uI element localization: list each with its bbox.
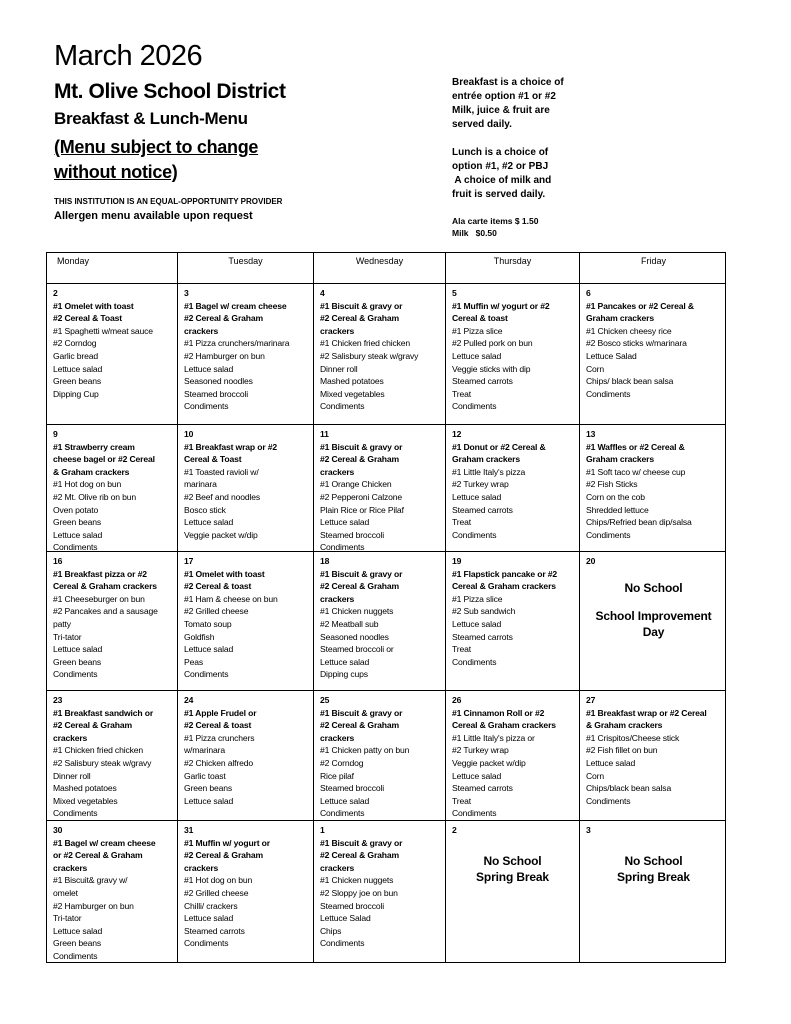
lunch-item: omelet [53, 887, 78, 898]
lunch-item: #1 Little Italy's pizza or [452, 732, 535, 743]
breakfast-option: #2 Cereal & Toast [53, 313, 122, 324]
lunch-item: #1 Chicken nuggets [320, 875, 394, 886]
no-school-notice: No School [624, 580, 683, 595]
lunch-item: Veggie sticks with dip [452, 363, 531, 374]
lunch-item: Lettuce Salad [320, 913, 371, 924]
lunch-item: #2 Grilled cheese [184, 606, 249, 617]
lunch-item: #1 Little Italy's pizza [452, 466, 526, 477]
lunch-item: #1 Pizza slice [452, 593, 503, 604]
lunch-item: #2 Salisbury steak w/gravy [53, 757, 152, 768]
lunch-item: Lettuce salad [320, 795, 370, 806]
day-date: 3 [586, 825, 591, 835]
day-date: 26 [452, 695, 462, 705]
day-date: 23 [53, 695, 63, 705]
lunch-item: #1 Hot dog on bun [53, 479, 122, 490]
lunch-item: Lettuce salad [320, 656, 370, 667]
lunch-item: marinara [184, 479, 217, 490]
lunch-item: Green beans [53, 376, 102, 387]
weekday-header-row [47, 253, 725, 284]
lunch-item: Condiments [586, 795, 631, 806]
lunch-item: Lettuce salad [184, 795, 234, 806]
day-date: 5 [452, 288, 457, 298]
breakfast-option: crackers [320, 466, 355, 477]
lunch-item: Lettuce salad [53, 529, 103, 540]
week-row [47, 821, 725, 962]
lunch-item: Lettuce salad [184, 644, 234, 655]
lunch-item: Condiments [320, 938, 365, 949]
lunch-item: Dinner roll [320, 363, 358, 374]
day-date: 10 [184, 429, 194, 439]
lunch-item: Condiments [452, 529, 497, 540]
lunch-item: #2 Corndog [320, 757, 364, 768]
breakfast-option: #1 Pancakes or #2 Cereal & [586, 300, 694, 311]
lunch-item: #2 Sloppy joe on bun [320, 887, 398, 898]
weekday-tuesday: Tuesday [178, 253, 314, 283]
breakfast-option: #1 Strawberry cream [53, 441, 135, 452]
lunch-item: Chilli/ crackers [184, 900, 238, 911]
day-cell [47, 821, 178, 962]
breakfast-option: crackers [53, 862, 88, 873]
day-cell [580, 821, 727, 962]
week-row [47, 284, 725, 425]
lunch-item: Condiments [452, 401, 497, 412]
lunch-item: Green beans [53, 938, 102, 949]
day-cell [178, 821, 314, 962]
lunch-item: Garlic bread [53, 350, 99, 361]
breakfast-option: #1 Biscuit & gravy or [320, 568, 403, 579]
notice-line: without notice) [54, 162, 178, 182]
breakfast-option: #2 Cereal & Graham [53, 720, 132, 731]
weekday-thursday: Thursday [446, 253, 580, 283]
breakfast-option: #1 Breakfast wrap or #2 Cereal [586, 707, 707, 718]
lunch-item: Dinner roll [53, 770, 91, 781]
lunch-item: Mixed vegetables [53, 795, 118, 806]
lunch-item: #1 Hot dog on bun [184, 875, 253, 886]
day-cell [314, 425, 446, 551]
lunch-item: Tri-tator [53, 631, 82, 642]
no-school-notice [580, 596, 727, 608]
day-cell [178, 284, 314, 424]
lunch-item: Steamed carrots [452, 783, 513, 794]
lunch-item: Tri-tator [53, 913, 82, 924]
breakfast-option: #1 Omelet with toast [53, 300, 134, 311]
lunch-item: Treat [452, 517, 471, 528]
day-cell [314, 821, 446, 962]
lunch-item: #2 Bosco sticks w/marinara [586, 338, 687, 349]
breakfast-option: crackers [53, 732, 88, 743]
day-date: 2 [53, 288, 58, 298]
lunch-item: #1 Toasted ravioli w/ [184, 466, 259, 477]
lunch-item: Lettuce salad [452, 618, 502, 629]
day-date: 19 [452, 556, 462, 566]
breakfast-option: crackers [320, 325, 355, 336]
lunch-item: #2 Turkey wrap [452, 479, 509, 490]
lunch-item: Condiments [184, 401, 229, 412]
lunch-item: Corn [586, 363, 605, 374]
lunch-item: #1 Pizza crunchers [184, 732, 255, 743]
lunch-item: Green beans [184, 783, 233, 794]
breakfast-option: #1 Breakfast wrap or #2 [184, 441, 278, 452]
lunch-item: Steamed carrots [452, 376, 513, 387]
notice-line: (Menu subject to change [54, 137, 259, 157]
lunch-item: #1 Crispitos/Cheese stick [586, 732, 680, 743]
breakfast-option: #1 Waffles or #2 Cereal & [586, 441, 685, 452]
day-date: 17 [184, 556, 194, 566]
breakfast-option: #2 Cereal & toast [184, 581, 252, 592]
lunch-item: Steamed broccoli [320, 529, 384, 540]
breakfast-option: #2 Cereal & Graham [320, 454, 399, 465]
lunch-item: #1 Chicken fried chicken [53, 745, 144, 756]
breakfast-option: #2 Cereal & Graham [320, 850, 399, 861]
breakfast-option: #1 Apple Frudel or [184, 707, 257, 718]
lunch-item: #2 Meatball sub [320, 618, 379, 629]
lunch-item: Green beans [53, 517, 102, 528]
page-title: March 2026 [54, 40, 203, 72]
breakfast-option: #1 Biscuit & gravy or [320, 300, 403, 311]
breakfast-option: #2 Cereal & Graham [320, 313, 399, 324]
lunch-item: #1 Pizza slice [452, 325, 503, 336]
lunch-item: #1 Chicken patty on bun [320, 745, 410, 756]
menu-calendar [46, 252, 726, 963]
menu-notice [54, 135, 258, 185]
lunch-item: #2 Pancakes and a sausage [53, 606, 158, 617]
day-date: 31 [184, 825, 194, 835]
breakfast-option: #2 Cereal & Graham [320, 720, 399, 731]
lunch-item: Corn on the cob [586, 491, 645, 502]
lunch-item: #2 Chicken alfredo [184, 757, 253, 768]
lunch-item: Steamed carrots [452, 631, 513, 642]
lunch-item: #2 Mt. Olive rib on bun [53, 491, 137, 502]
day-date: 25 [320, 695, 330, 705]
breakfast-option: Graham crackers [452, 454, 520, 465]
breakfast-option: #2 Cereal & Graham [184, 850, 263, 861]
lunch-item: Tomato soup [184, 618, 232, 629]
breakfast-option: crackers [320, 862, 355, 873]
day-date: 30 [53, 825, 63, 835]
lunch-item: Lettuce salad [184, 363, 234, 374]
lunch-item: Dipping Cup [53, 388, 99, 399]
lunch-item: Chips/Refried bean dip/salsa [586, 517, 692, 528]
day-cell [446, 552, 580, 690]
lunch-item: #1 Biscuit& gravy w/ [53, 875, 128, 886]
breakfast-option: Cereal & Graham crackers [452, 720, 556, 731]
lunch-item: Steamed carrots [452, 504, 513, 515]
lunch-item: Lettuce Salad [586, 350, 637, 361]
lunch-item: Lettuce salad [53, 925, 103, 936]
day-cell [446, 691, 580, 820]
lunch-item: Chips/ black bean salsa [586, 376, 674, 387]
lunch-item: Condiments [320, 542, 365, 551]
breakfast-option: #1 Donut or #2 Cereal & [452, 441, 546, 452]
lunch-item: Corn [586, 770, 605, 781]
day-cell [446, 821, 580, 962]
breakfast-option: crackers [184, 325, 219, 336]
lunch-item: #2 Pepperoni Calzone [320, 491, 403, 502]
day-date: 9 [53, 429, 58, 439]
breakfast-option: #1 Biscuit & gravy or [320, 707, 403, 718]
lunch-item: Condiments [184, 938, 229, 949]
lunch-item: Condiments [586, 388, 631, 399]
lunch-item: Mixed vegetables [320, 388, 385, 399]
breakfast-option: Graham crackers [586, 454, 654, 465]
lunch-item: #2 Sub sandwich [452, 606, 516, 617]
breakfast-option: #1 Cinnamon Roll or #2 [452, 707, 545, 718]
no-school-notice: No School [483, 853, 542, 868]
lunch-item: #2 Corndog [53, 338, 97, 349]
lunch-item: #2 Hamburger on bun [53, 900, 134, 911]
day-date: 12 [452, 429, 462, 439]
lunch-item: #2 Turkey wrap [452, 745, 509, 756]
lunch-item: Garlic toast [184, 770, 226, 781]
day-date: 3 [184, 288, 189, 298]
lunch-item: Veggie packet w/dip [184, 529, 258, 540]
lunch-item: Oven potato [53, 504, 99, 515]
lunch-item: Condiments [586, 529, 631, 540]
lunch-item: #2 Fish Sticks [586, 479, 638, 490]
breakfast-option: #1 Biscuit & gravy or [320, 441, 403, 452]
lunch-item: Seasoned noodles [184, 376, 253, 387]
day-date: 6 [586, 288, 591, 298]
lunch-item: Steamed broccoli [320, 900, 384, 911]
day-cell [47, 284, 178, 424]
lunch-item: Treat [452, 795, 471, 806]
day-cell [314, 552, 446, 690]
lunch-item: #2 Pulled pork on bun [452, 338, 533, 349]
lunch-item: #2 Salisbury steak w/gravy [320, 350, 419, 361]
day-cell [446, 284, 580, 424]
lunch-info: Lunch is a choice of option #1, #2 or PBJ A choice of milk and fruit is served daily. [452, 147, 552, 200]
lunch-item: Condiments [320, 401, 365, 412]
lunch-item: #1 Orange Chicken [320, 479, 392, 490]
lunch-item: Lettuce salad [452, 491, 502, 502]
weekday-friday: Friday [640, 256, 666, 266]
menu-title: Breakfast & Lunch-Menu [54, 109, 248, 128]
breakfast-option: #1 Muffin w/ yogurt or #2 [452, 300, 550, 311]
breakfast-option: #2 Cereal & Graham [184, 313, 263, 324]
weekday-wednesday: Wednesday [314, 253, 446, 283]
lunch-item: Chips [320, 925, 342, 936]
lunch-item: Mashed potatoes [53, 783, 117, 794]
lunch-item: Steamed carrots [184, 925, 245, 936]
day-date: 4 [320, 288, 325, 298]
day-cell [580, 552, 727, 690]
lunch-item: Treat [452, 644, 471, 655]
breakfast-option: Cereal & Toast [184, 454, 242, 465]
lunch-item: #1 Chicken cheesy rice [586, 325, 672, 336]
lunch-item: Treat [452, 388, 471, 399]
no-school-notice: Spring Break [617, 869, 690, 884]
ala-carte-prices: Ala carte items $ 1.50 Milk $0.50 [452, 216, 539, 238]
lunch-item: Condiments [320, 808, 365, 819]
day-cell [47, 425, 178, 551]
lunch-item: #2 Beef and noodles [184, 491, 260, 502]
day-cell [178, 552, 314, 690]
day-date: 16 [53, 556, 63, 566]
lunch-item: Condiments [452, 656, 497, 667]
week-row [47, 691, 725, 821]
lunch-item: patty [53, 618, 71, 629]
week-row [47, 552, 725, 691]
breakfast-option: Cereal & Graham crackers [452, 581, 556, 592]
breakfast-option: & Graham crackers [586, 720, 663, 731]
lunch-item: Condiments [53, 950, 98, 961]
breakfast-option: crackers [184, 862, 219, 873]
lunch-item: Steamed broccoli [184, 388, 248, 399]
day-cell [47, 552, 178, 690]
day-date: 24 [184, 695, 194, 705]
day-cell [580, 425, 727, 551]
breakfast-info: Breakfast is a choice of entrée option #1 or #2 Milk, juice & fruit are served daily. [452, 77, 564, 130]
lunch-item: Lettuce salad [184, 517, 234, 528]
breakfast-option: crackers [320, 593, 355, 604]
day-cell [314, 691, 446, 820]
lunch-item: Condiments [452, 808, 497, 819]
no-school-notice: No School [624, 853, 683, 868]
lunch-item: #1 Pizza crunchers/marinara [184, 338, 290, 349]
breakfast-option: #1 Breakfast sandwich or [53, 707, 154, 718]
weekday-monday: Monday [47, 253, 178, 283]
breakfast-option: Graham crackers [586, 313, 654, 324]
lunch-item: Rice pilaf [320, 770, 354, 781]
lunch-item: Steamed broccoli or [320, 644, 394, 655]
week-row [47, 425, 725, 552]
equal-opportunity-statement: THIS INSTITUTION IS AN EQUAL-OPPORTUNITY PROVIDER [54, 197, 283, 206]
allergen-note: Allergen menu available upon request [54, 210, 253, 222]
no-school-notice: Day [642, 624, 665, 639]
lunch-item: Lettuce salad [586, 757, 636, 768]
lunch-item: #1 Spaghetti w/meat sauce [53, 325, 153, 336]
lunch-item: #2 Grilled cheese [184, 887, 249, 898]
day-cell [178, 425, 314, 551]
breakfast-option: #1 Bagel w/ cream cheese [53, 837, 156, 848]
breakfast-option: cheese bagel or #2 Cereal [53, 454, 155, 465]
lunch-item: Plain Rice or Rice Pilaf [320, 504, 404, 515]
lunch-item: Steamed broccoli [320, 783, 384, 794]
breakfast-option: or #2 Cereal & Graham [53, 850, 143, 861]
lunch-item: Condiments [184, 669, 229, 680]
day-cell [178, 691, 314, 820]
breakfast-option: #1 Flapstick pancake or #2 [452, 568, 558, 579]
breakfast-option: & Graham crackers [53, 466, 130, 477]
day-cell [47, 691, 178, 820]
lunch-item: Lettuce salad [452, 770, 502, 781]
day-cell [446, 425, 580, 551]
lunch-item: Veggie packet w/dip [452, 757, 526, 768]
lunch-item: Lettuce salad [452, 350, 502, 361]
lunch-item: Lettuce salad [320, 517, 370, 528]
lunch-item: Condiments [53, 542, 98, 551]
day-date: 2 [452, 825, 457, 835]
district-name: Mt. Olive School District [54, 80, 286, 103]
lunch-item: Shredded lettuce [586, 504, 649, 515]
lunch-item: Lettuce salad [184, 913, 234, 924]
lunch-item: Condiments [53, 669, 98, 680]
lunch-item: w/marinara [184, 745, 226, 756]
lunch-item: Bosco stick [184, 504, 226, 515]
breakfast-option: crackers [320, 732, 355, 743]
breakfast-option: Cereal & toast [452, 313, 508, 324]
day-date: 11 [320, 429, 329, 439]
day-date: 20 [586, 556, 596, 566]
breakfast-option: #1 Omelet with toast [184, 568, 265, 579]
breakfast-option: #1 Bagel w/ cream cheese [184, 300, 287, 311]
lunch-item: Lettuce salad [53, 644, 103, 655]
breakfast-option: #1 Muffin w/ yogurt or [184, 837, 270, 848]
no-school-notice: Spring Break [476, 869, 549, 884]
day-date: 18 [320, 556, 330, 566]
lunch-item: Green beans [53, 656, 102, 667]
breakfast-option: #2 Cereal & toast [184, 720, 252, 731]
breakfast-option: Cereal & Graham crackers [53, 581, 157, 592]
day-cell [580, 691, 727, 820]
lunch-item: Goldfish [184, 631, 215, 642]
no-school-notice: School Improvement [595, 608, 712, 623]
lunch-item: #1 Cheeseburger on bun [53, 593, 145, 604]
day-date: 13 [586, 429, 596, 439]
lunch-item: #1 Soft taco w/ cheese cup [586, 466, 686, 477]
day-date: 1 [320, 825, 325, 835]
lunch-item: #1 Ham & cheese on bun [184, 593, 278, 604]
lunch-item: Seasoned noodles [320, 631, 389, 642]
lunch-item: Peas [184, 656, 203, 667]
lunch-item: #2 Fish fillet on bun [586, 745, 658, 756]
lunch-item: Chips/black bean salsa [586, 783, 672, 794]
lunch-item: Condiments [53, 808, 98, 819]
lunch-item: #1 Chicken nuggets [320, 606, 394, 617]
lunch-item: Dipping cups [320, 669, 368, 680]
breakfast-option: #2 Cereal & Graham [320, 581, 399, 592]
lunch-item: #1 Chicken fried chicken [320, 338, 411, 349]
day-cell [580, 284, 727, 424]
day-date: 27 [586, 695, 596, 705]
day-cell [314, 284, 446, 424]
lunch-item: #2 Hamburger on bun [184, 350, 265, 361]
lunch-item: Mashed potatoes [320, 376, 384, 387]
lunch-item: Lettuce salad [53, 363, 103, 374]
breakfast-option: #1 Breakfast pizza or #2 [53, 568, 147, 579]
breakfast-option: #1 Biscuit & gravy or [320, 837, 403, 848]
